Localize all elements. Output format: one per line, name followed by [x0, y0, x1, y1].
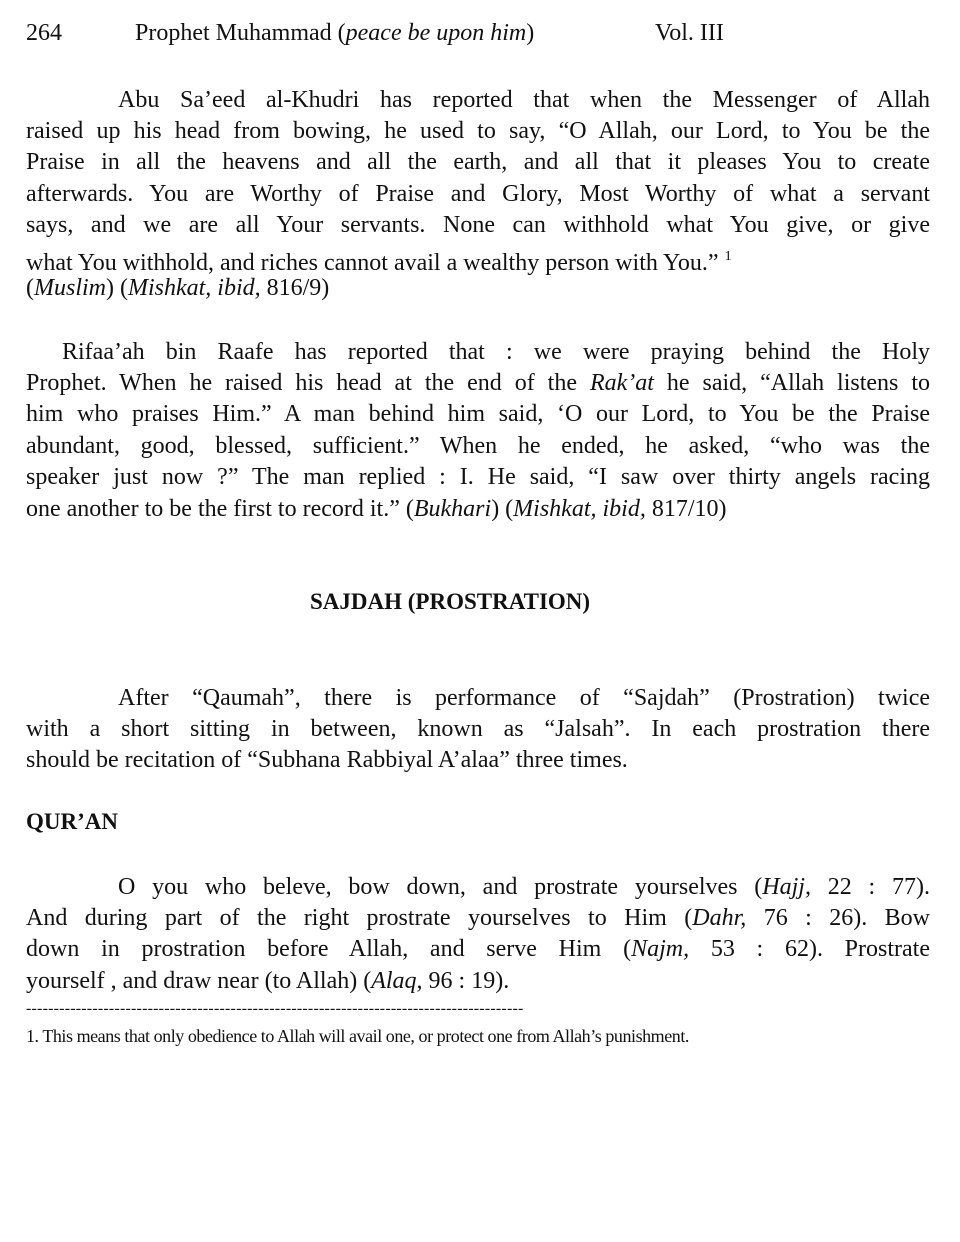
footnote-ref: 1 [724, 249, 732, 264]
text-run: 817/10) [645, 496, 727, 522]
text-run: yourself , and draw near (to Allah) ( [26, 968, 372, 994]
title-italic: peace be upon him [345, 20, 527, 46]
footnote: 1. This means that only obedience to Allah will avail one, or protect one from Allah’s punishment. [26, 1026, 689, 1046]
paragraph-4-line [118, 873, 930, 901]
paragraph-1-line [26, 180, 930, 208]
heading-sajdah: SAJDAH (PROSTRATION) [310, 589, 591, 614]
text-run: ) ( [491, 496, 514, 522]
italic-citation: Rak’at [589, 370, 654, 396]
italic-citation: Dahr, [692, 905, 747, 931]
title-suffix: ) [526, 20, 535, 46]
italic-citation: Alaq, [371, 968, 423, 994]
text-run: 96 : 19). [422, 968, 510, 994]
paragraph-3-line [118, 684, 930, 712]
paragraph-4-line [26, 904, 930, 932]
running-title [135, 20, 534, 47]
footnote-separator: ------------------------------------------------------------------------------------------ [26, 1000, 524, 1017]
text-run: And during part of the right prostrate yourselves to Him ( [26, 905, 693, 931]
italic-citation: Bukhari [413, 496, 492, 522]
paragraph-2-line [26, 369, 930, 397]
text-run: says, and we are all Your servants. None can withhold what You give, or give [26, 212, 930, 238]
volume-label: Vol. III [655, 20, 724, 46]
paragraph-1-line [26, 117, 930, 145]
page-number: 264 [26, 20, 62, 46]
text-run: Praise in all the heavens and all the earth, and all that it pleases You to create [26, 149, 930, 175]
paragraph-2-line [26, 400, 930, 428]
text-run: down in prostration before Allah, and serve Him ( [26, 936, 632, 962]
paragraph-1-line [118, 86, 930, 114]
text-run: 22 : 77). [810, 874, 930, 900]
text-run: O you who beleve, bow down, and prostrate yourselves ( [118, 874, 763, 900]
text-run: Prophet. When he raised his head at the end of the [26, 370, 590, 396]
paragraph-3-line [26, 715, 930, 743]
paragraph-1-line [26, 148, 930, 176]
text-run: ( [26, 275, 34, 301]
text-run: 53 : 62). Prostrate [689, 936, 930, 962]
italic-citation: Najm, [631, 936, 690, 962]
text-run: abundant, good, blessed, sufficient.” When he ended, he asked, “who was the [26, 433, 930, 459]
text-run: with a short sitting in between, known as “Jalsah”. In each prostration there [26, 716, 930, 742]
text-run: he said, “Allah listens to [653, 370, 930, 396]
italic-citation: Muslim [34, 275, 106, 301]
paragraph-2-line [26, 432, 930, 460]
italic-citation: Mishkat, ibid, [127, 275, 261, 301]
heading-quran: QUR’AN [26, 809, 118, 834]
text-run: one another to be the first to record it.” ( [26, 496, 414, 522]
paragraph-3-line [26, 746, 930, 774]
title-prefix: Prophet Muhammad ( [135, 20, 346, 46]
text-run: After “Qaumah”, there is performance of “Sajdah” (Prostration) twice [118, 685, 930, 711]
paragraph-4-line [26, 935, 930, 963]
text-run: should be recitation of “Subhana Rabbiyal A’alaa” three times. [26, 747, 628, 773]
paragraph-1-line [26, 243, 930, 277]
text-run: speaker just now ?” The man replied : I. He said, “I saw over thirty angels racing [26, 464, 930, 490]
text-run: ) ( [106, 275, 128, 301]
text-run: 816/9) [260, 275, 330, 301]
text-run: him who praises Him.” A man behind him said, ‘O our Lord, to You be the Praise [26, 401, 930, 427]
text-run: Rifaa’ah bin Raafe has reported that : we were praying behind the Holy [62, 339, 930, 365]
text-run: what You withhold, and riches cannot avail a wealthy person with You.” [26, 250, 719, 276]
paragraph-1-line [26, 274, 930, 302]
text-run: 76 : 26). Bow [746, 905, 931, 931]
paragraph-1-line [26, 211, 930, 239]
italic-citation: Mishkat, ibid, [513, 496, 646, 522]
text-run: raised up his head from bowing, he used to say, “O Allah, our Lord, to You be the [26, 118, 930, 144]
italic-citation: Hajj, [762, 874, 811, 900]
paragraph-2-line [26, 495, 930, 523]
text-run: afterwards. You are Worthy of Praise and Glory, Most Worthy of what a servant [26, 181, 930, 207]
paragraph-4-line [26, 967, 930, 995]
text-run: Abu Sa’eed al-Khudri has reported that when the Messenger of Allah [118, 87, 930, 113]
paragraph-2-line [26, 463, 930, 491]
paragraph-2-line [62, 338, 930, 366]
